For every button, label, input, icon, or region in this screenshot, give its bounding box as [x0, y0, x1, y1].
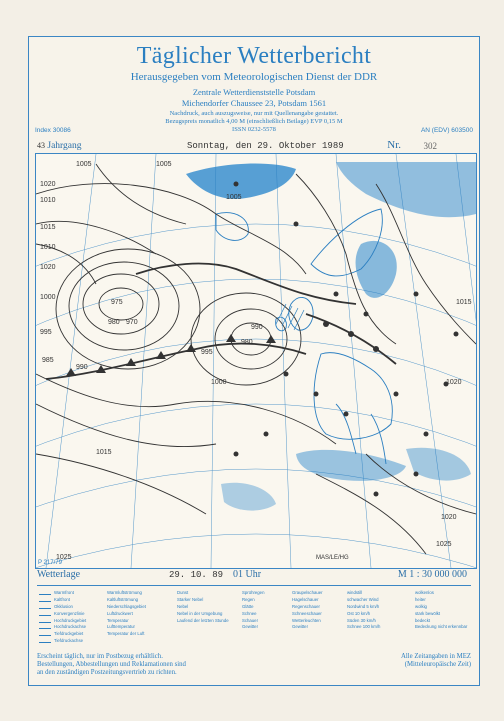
legend-item: heiter: [415, 596, 426, 602]
subscription-line: Erscheint täglich, nur im Postbezug erhältlich.: [37, 653, 163, 660]
issue-date: Sonntag, den 29. Oktober 1989: [187, 141, 344, 151]
legend-item: windstill: [347, 589, 363, 595]
issn: ISSN 0232-5578: [232, 126, 276, 133]
western-mediterranean: [221, 483, 276, 511]
legend-item: stark bewölkt: [415, 610, 441, 616]
warmfront-symbol: [39, 590, 51, 595]
isobar-label: 990: [251, 324, 263, 331]
weather-map-svg: [36, 154, 476, 568]
wetterlage-label: Wetterlage: [37, 569, 81, 580]
subscription-note: [37, 653, 186, 677]
legend-item: Dunst: [177, 589, 189, 595]
issuer-line: Zentrale Wetterdienststelle Potsdam: [192, 87, 316, 97]
isobar-label: 1005: [156, 161, 172, 168]
okklusion-symbol: [39, 604, 51, 609]
price-note: Bezugspreis monatlich 4,00 M (einschließlich Beilage) EVP 0,15 M: [165, 118, 343, 125]
legend-item: Kaltluftströmung: [107, 596, 139, 602]
legend-item: Temperatur: [107, 617, 129, 623]
legend-item: Glätte: [242, 603, 254, 609]
legend-item: bedeckt: [415, 617, 431, 623]
legend-item: Wetterleuchten: [292, 617, 321, 623]
legend-item: Hochdruckachse: [39, 623, 86, 630]
map-date: 29. 10. 89: [169, 570, 224, 580]
an-number: AN (EDV) 603500: [420, 127, 473, 134]
isobar-label: 1020: [446, 379, 462, 386]
legend-item: wolkenlos: [415, 589, 434, 595]
legend-item: Konvergenzlinie: [39, 610, 86, 617]
legend-item: Sprühregen: [242, 589, 265, 595]
index-number: Index 30086: [35, 127, 71, 134]
isobar-label: 1010: [40, 197, 56, 204]
hochachse-symbol: [39, 624, 51, 629]
legend-item: Nordwind 5 km/h: [347, 603, 380, 609]
jahrgang-label: Jahrgang: [47, 141, 82, 151]
map-reference: P 217/79: [38, 560, 62, 566]
legend-item: Regen: [242, 596, 255, 602]
isobar-label: 975: [111, 299, 123, 306]
map-time: 01 Uhr: [233, 569, 262, 580]
legend-item: Graupelschauer: [292, 589, 323, 595]
address-line: Michendorfer Chaussee 23, Potsdam 1561: [181, 98, 327, 108]
time-note-line: Alle Zeitangaben in MEZ: [400, 653, 471, 660]
report-title: Täglicher Wetterbericht: [136, 43, 372, 69]
isobar-label: 980: [108, 319, 120, 326]
jahrgang-number: 43: [37, 141, 45, 150]
legend-item: schwacher Wind: [347, 596, 379, 602]
isobar-label: 995: [201, 349, 213, 356]
legend-showers: [292, 589, 323, 630]
legend-item: Schnee: [242, 610, 257, 616]
isobar-label: 1010: [40, 244, 56, 251]
kaltfront-symbol: [39, 597, 51, 602]
legend-item: Luftdruckwert: [107, 610, 133, 616]
map-footer: [37, 569, 471, 583]
isobar-label: 1015: [40, 224, 56, 231]
legend-item: Hagelschauer: [292, 596, 319, 602]
isobar-label: 1020: [40, 181, 56, 188]
legend-item: Gewitter: [292, 624, 308, 630]
time-note: [401, 653, 471, 669]
weather-report-sheet: [28, 36, 480, 686]
jahrgang: [37, 141, 82, 151]
legend-item: Bedeckung nicht erkennbar: [415, 624, 468, 630]
legend-item: Hochdruckgebiet: [39, 617, 86, 624]
fronts: [46, 264, 396, 379]
tiefachse-symbol: [39, 638, 51, 643]
map-scale: M 1 : 30 000 000: [397, 569, 467, 580]
legend-air: [107, 589, 146, 637]
isobar-label: 1000: [211, 379, 227, 386]
legend-wind: [347, 589, 380, 630]
legend-item: Regenschauer: [292, 603, 320, 609]
isobar-label: 1025: [436, 541, 452, 548]
legend-item: Laufend der letzten Stunde: [177, 617, 229, 623]
isobar-label: 1020: [40, 264, 56, 271]
map-stamp: MAS/LE/HG: [316, 555, 349, 561]
legend-item: Nebel: [177, 603, 189, 609]
legend-item: wolkig: [415, 603, 427, 609]
legend-fog: [177, 589, 229, 623]
isobar-label: 980: [241, 339, 253, 346]
legend-item: Warmluftströmung: [107, 589, 142, 595]
number-value: 302: [423, 141, 437, 151]
isobar-label: 1025: [56, 554, 72, 561]
legend-item: Tiefdruckgebiet: [39, 630, 86, 637]
isobar-label: 970: [126, 319, 138, 326]
isobar-label: 995: [40, 329, 52, 336]
legend-item: Schauer: [242, 617, 259, 623]
legend-item: Nebel in der Umgebung: [177, 610, 223, 616]
isobar-label: 985: [42, 357, 54, 364]
legend-item: Starker Nebel: [177, 596, 204, 602]
isobar-label: 1005: [226, 194, 242, 201]
isobar-label: 1005: [76, 161, 92, 168]
reprint-note: Nachdruck, auch auszugsweise, nur mit Quellenangabe gestattet.: [169, 110, 339, 117]
isobar-label: 1020: [441, 514, 457, 521]
legend-fronts: [39, 589, 86, 644]
legend-item: Schneeschauer: [292, 610, 322, 616]
isobar-label: 1015: [456, 299, 472, 306]
legend: [37, 585, 471, 650]
tief-symbol: [39, 631, 51, 636]
legend-precip: [242, 589, 264, 630]
legend-item: Ost 10 km/h: [347, 610, 371, 616]
hoch-symbol: [39, 618, 51, 623]
arctic-sea: [336, 162, 476, 217]
legend-item: Tiefdruckachse: [39, 637, 86, 644]
legend-cloud: [415, 589, 467, 630]
legend-item: Warmfront: [39, 589, 86, 596]
isobar-label: 990: [76, 364, 88, 371]
legend-item: Süden 30 km/h: [347, 617, 376, 623]
subscription-line: an den zuständigen Postzeitungsvertrieb zu richten.: [37, 669, 177, 676]
time-note-line: (Mitteleuropäische Zeit): [404, 661, 471, 668]
legend-item: Schnee 100 km/h: [347, 624, 381, 630]
occlusion: [136, 264, 356, 304]
legend-item: Kaltfront: [39, 596, 86, 603]
number-label: Nr.: [387, 139, 401, 151]
konvergenz-symbol: [39, 611, 51, 616]
legend-item: Okklusion: [39, 603, 86, 610]
weather-map: [35, 153, 477, 569]
baltic-sea: [356, 241, 397, 298]
legend-item: Niederschlagsgebiet: [107, 603, 146, 609]
warm-front: [306, 314, 396, 364]
legend-item: Lufttemperatur: [107, 624, 135, 630]
legend-item: Temperatur der Luft: [107, 631, 145, 637]
subscription-line: Bestellungen, Abbestellungen und Reklamationen sind: [37, 661, 186, 668]
legend-item: Gewitter: [242, 624, 258, 630]
isobar-label: 1015: [96, 449, 112, 456]
isobar-label: 1000: [40, 294, 56, 301]
report-subtitle: Herausgegeben vom Meteorologischen Dienst der DDR: [130, 71, 378, 83]
